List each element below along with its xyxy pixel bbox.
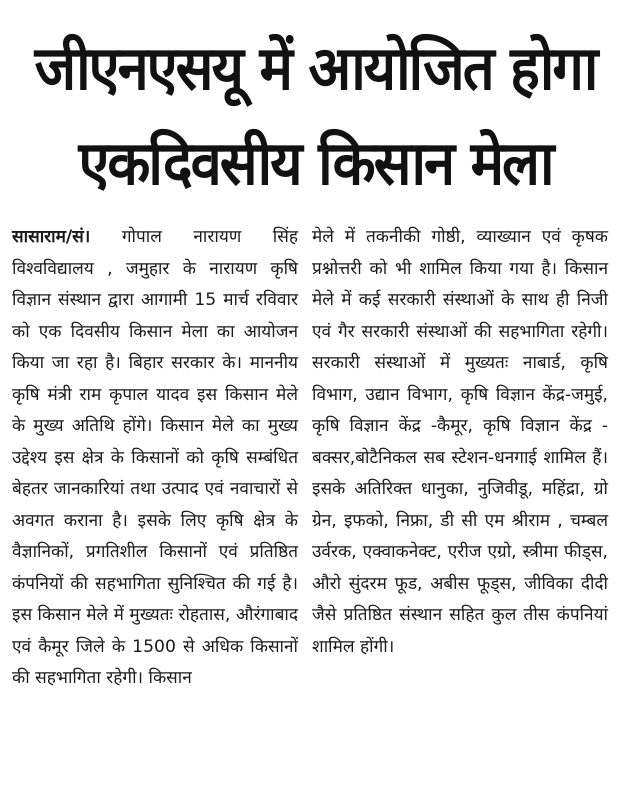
left-paragraph — [12, 222, 298, 695]
headline-line-2: एकदिवसीय किसान मेला — [78, 128, 553, 200]
right-column-text: मेले में तकनीकी गोष्ठी, व्याख्यान एवं कृषक प्रश्नोत्तरी को भी शामिल किया गया है। किसान मेले में कई सरकारी संस्थाओं के साथ ही निजी एवं गैर सरकारी संस्थाओं की सहभागिता रहेगी। सरकारी संस्थाओं में मुख्यतः नाबार्ड, कृषि विभाग, उद्यान विभाग, कृषि विज्ञान केंद्र-जमुई, कृषि विज्ञान केंद्र -कैमूर, कृषि विज्ञान केंद्र - बक्सर,बोटैनिकल सब स्टेशन-धनगाई शामिल हैं। इसके अतिरिक्त धानुका, नुजिवीडू, महिंद्रा, ग्रो ग्रेन, इफको, निफ्रा, डी सी एम श्रीराम , चम्बल उर्वरक, एक्वाकनेक्ट, एरीज एग्रो, स्त्रीमा फीड्स, औरो सुंदरम फूड, अबीस फूड्स, जीविका दीदी जैसे प्रतिष्ठित संस्थान सहित कुल तीस कंपनियां शामिल होंगी। — [312, 227, 608, 657]
dateline: सासाराम/सं। — [12, 227, 91, 247]
article-column-right — [312, 222, 608, 663]
article-column-left — [12, 222, 298, 695]
headline — [0, 22, 631, 212]
left-column-text: गोपाल नारायण सिंह विश्वविद्यालय , जमुहार के नारायण कृषि विज्ञान संस्थान द्वारा आगामी 15 मार्च रविवार को एक दिवसीय किसान मेला का आयोजन किया जा रहा है। बिहार सरकार के। माननीय कृषि मंत्री राम कृपाल यादव इस किसान मेले के मुख्य अतिथि होंगे। किसान मेले का मुख्य उद्देश्य इस क्षेत्र के किसानों को कृषि सम्बंधित बेहतर जानकारियां तथा उत्पाद एवं नवाचारों से अवगत कराना है। इसके लिए कृषि क्षेत्र के वैज्ञानिकों, प्रगतिशील किसानों एवं प्रतिष्ठित कंपनियों की सहभागिता सुनिश्चित की गई है। इस किसान मेले में मुख्यतः रोहतास, औरंगाबाद एवं कैमूर जिले के 1500 से अधिक किसानों की सहभागिता रहेगी। किसान — [12, 227, 298, 688]
headline-line-1: जीएनएसयू में आयोजित होगा — [34, 33, 597, 105]
